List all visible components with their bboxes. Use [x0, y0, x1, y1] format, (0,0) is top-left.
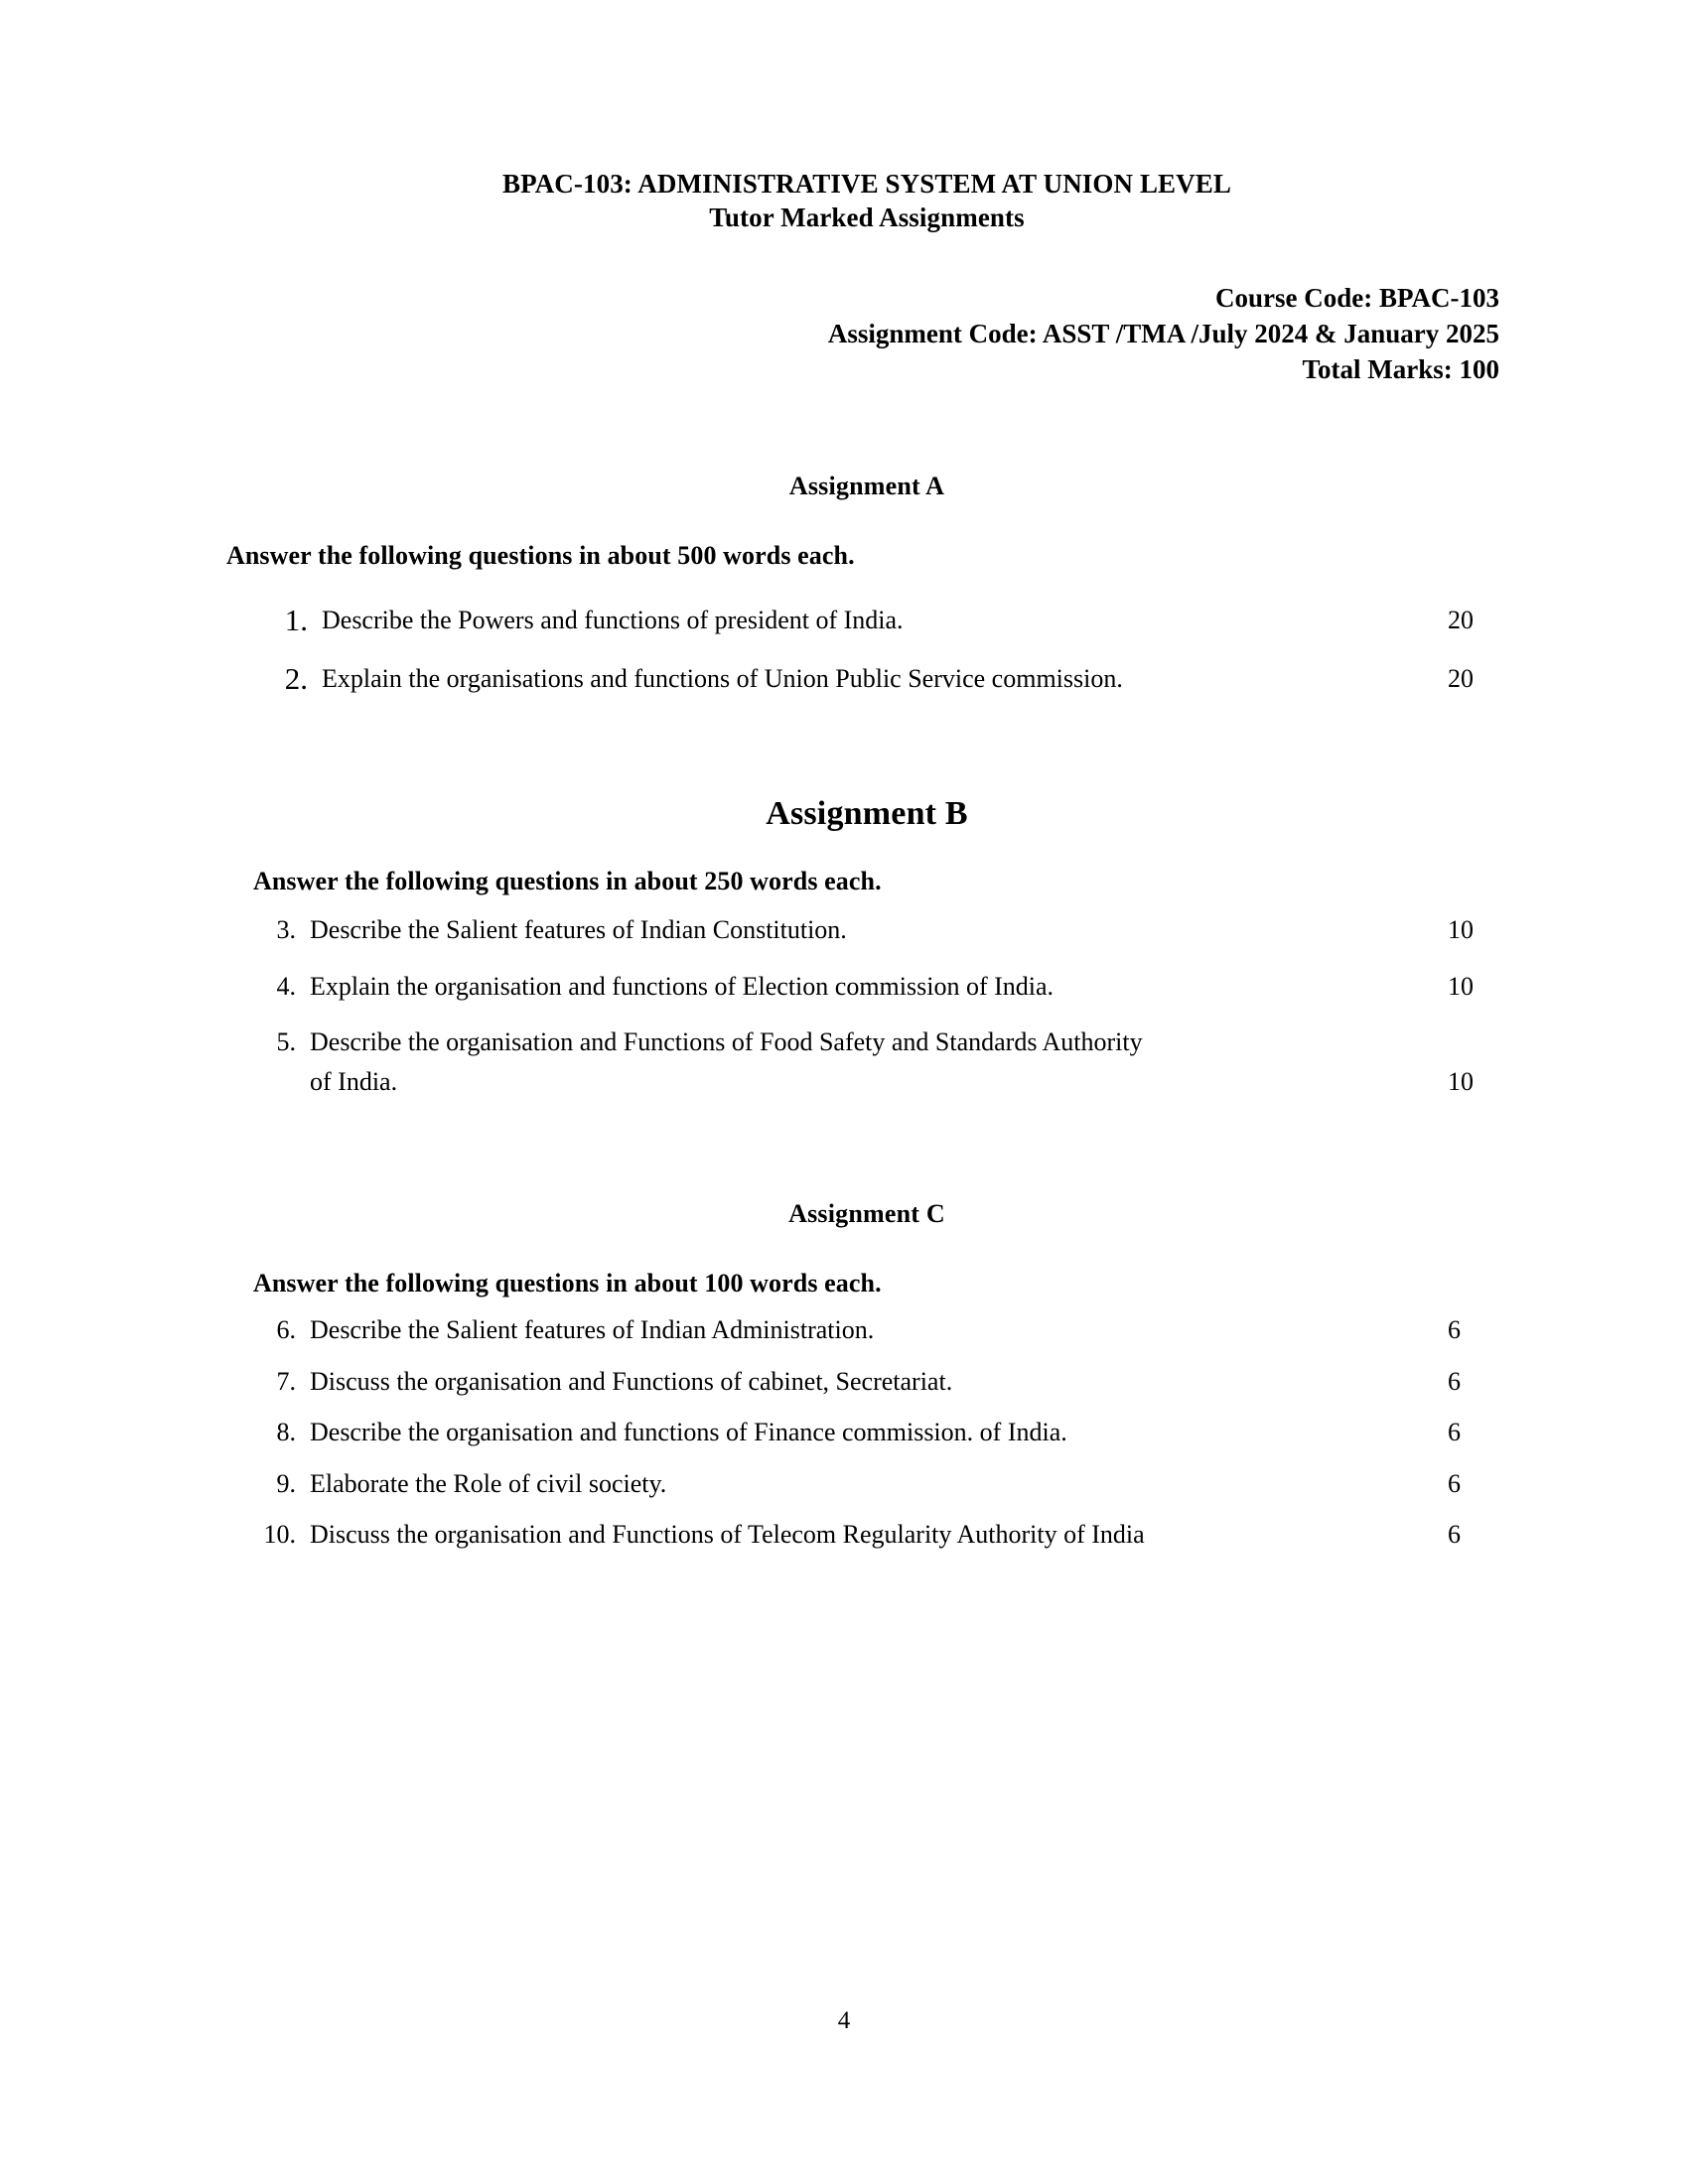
- section-instruction-b: Answer the following questions in about 250 words each.: [253, 867, 882, 896]
- question-text-line-1: Describe the organisation and Functions of Food Safety and Standards Authority: [310, 1027, 1143, 1057]
- question-item: [254, 1464, 1507, 1504]
- question-marks: 6: [1448, 1315, 1461, 1345]
- question-number: 6.: [276, 1315, 296, 1345]
- question-text: Describe the Salient features of Indian Constitution.: [310, 915, 847, 945]
- page-number: 4: [837, 2007, 851, 2034]
- question-item: [254, 1310, 1507, 1350]
- question-item: [268, 659, 1507, 699]
- question-text-line-2: of India.: [310, 1066, 398, 1096]
- question-text: [310, 1023, 1448, 1101]
- question-marks: 6: [1448, 1468, 1461, 1498]
- section-instruction-c: Answer the following questions in about 100 words each.: [253, 1269, 882, 1298]
- section-heading-c: Assignment C: [788, 1199, 945, 1229]
- question-list-c: [226, 1310, 1507, 1555]
- question-item: [254, 1413, 1507, 1452]
- course-code: Course Code: BPAC-103: [1215, 283, 1499, 314]
- question-number: 4.: [276, 971, 296, 1001]
- question-text: Describe the Powers and functions of president of India.: [322, 605, 904, 634]
- question-number: 10.: [263, 1520, 296, 1550]
- question-number: 7.: [276, 1366, 296, 1396]
- question-text: Describe the Salient features of Indian Administration.: [310, 1315, 875, 1345]
- question-marks: 6: [1448, 1520, 1461, 1550]
- question-list-a: [226, 601, 1507, 700]
- question-marks: 6: [1448, 1366, 1461, 1396]
- question-item: [254, 1362, 1507, 1402]
- question-number: 1.: [284, 602, 308, 637]
- question-text: Explain the organisation and functions of Election commission of India.: [310, 971, 1055, 1001]
- page-content: [226, 0, 1507, 1567]
- question-text: Discuss the organisation and Functions of cabinet, Secretariat.: [310, 1366, 953, 1396]
- question-number: 5.: [276, 1027, 296, 1057]
- document-title-line-2: Tutor Marked Assignments: [709, 203, 1025, 233]
- document-title-line-1: BPAC-103: ADMINISTRATIVE SYSTEM AT UNION LEVEL: [502, 169, 1231, 199]
- question-text: Discuss the organisation and Functions of Telecom Regularity Authority of India: [310, 1520, 1145, 1550]
- question-list-b: [226, 910, 1507, 1101]
- section-instruction-a: Answer the following questions in about 500 words each.: [226, 540, 855, 570]
- question-item: [254, 967, 1507, 1007]
- question-marks: 10: [1448, 1066, 1474, 1096]
- question-item: [268, 601, 1507, 640]
- document-title: [226, 0, 1507, 234]
- question-marks: 20: [1448, 664, 1474, 694]
- assignment-code: Assignment Code: ASST /TMA /July 2024 & January 2025: [827, 318, 1499, 348]
- question-item: [254, 910, 1507, 950]
- section-heading-b: Assignment B: [766, 795, 968, 833]
- question-number: 9.: [276, 1468, 296, 1498]
- question-number: 8.: [276, 1418, 296, 1447]
- question-text: Describe the organisation and functions of Finance commission. of India.: [310, 1418, 1067, 1447]
- question-marks: 10: [1448, 915, 1474, 945]
- question-marks: 10: [1448, 971, 1474, 1001]
- question-marks: 20: [1448, 605, 1474, 634]
- section-heading-a: Assignment A: [788, 471, 945, 500]
- question-text: Explain the organisations and functions of Union Public Service commission.: [322, 664, 1123, 694]
- question-marks: 6: [1448, 1418, 1461, 1447]
- total-marks: Total Marks: 100: [1302, 353, 1499, 384]
- question-number: 3.: [276, 915, 296, 945]
- question-number: 2.: [284, 661, 308, 697]
- question-item: [254, 1023, 1507, 1101]
- question-item: [254, 1515, 1507, 1555]
- course-meta-block: [226, 281, 1507, 388]
- question-text: Elaborate the Role of civil society.: [310, 1468, 667, 1498]
